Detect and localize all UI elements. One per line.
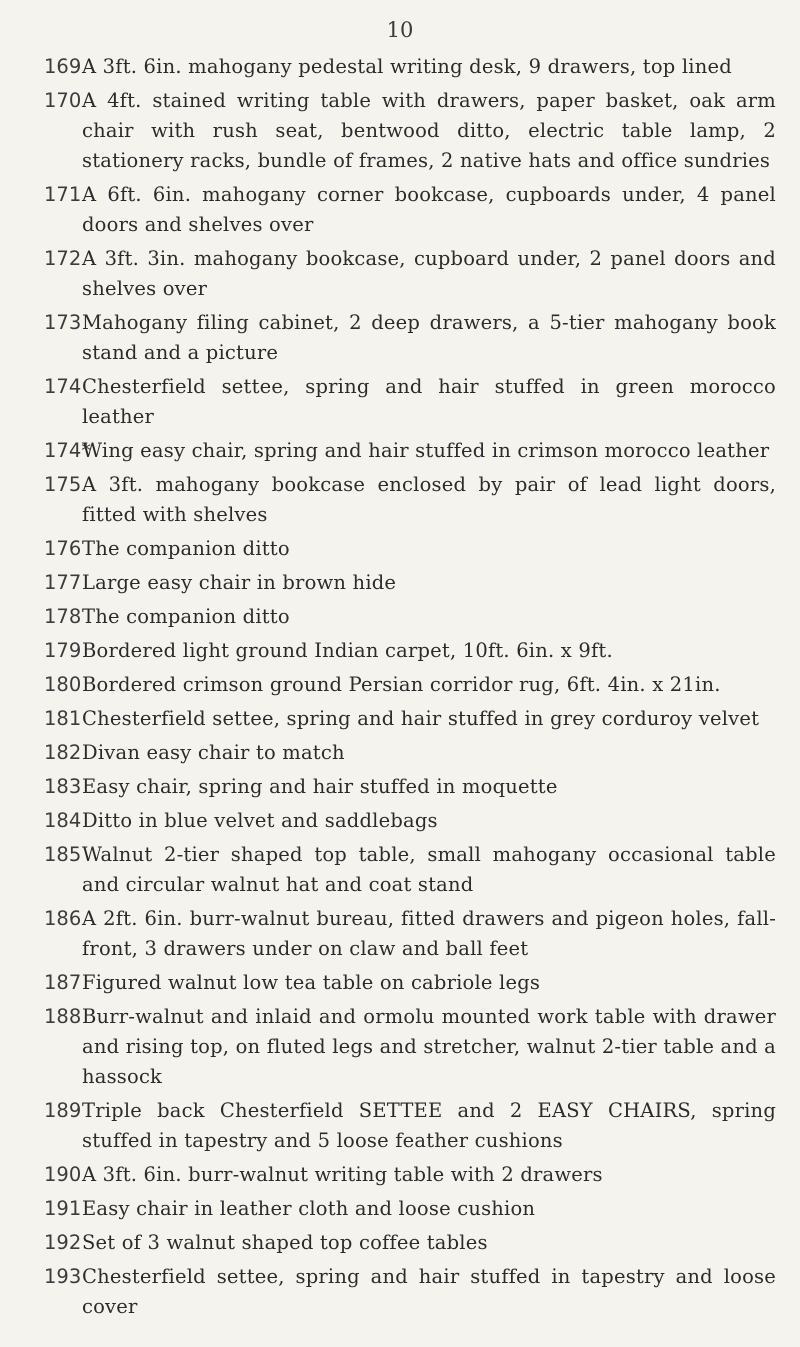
lot-item — [0, 1096, 800, 1156]
lot-number: 190 — [44, 1163, 82, 1186]
lot-description: Mahogany filing cabinet, 2 deep drawers, a 5-tier mahogany book stand and a picture — [82, 311, 776, 364]
lot-description: The companion ditto — [82, 605, 290, 628]
lot-item — [0, 1194, 800, 1224]
lot-number: 175 — [44, 473, 82, 496]
lot-number: 171 — [44, 183, 82, 206]
lot-description: Chesterfield settee, spring and hair stuffed in grey corduroy velvet — [82, 707, 760, 730]
lot-item — [0, 636, 800, 666]
lot-item — [0, 840, 800, 900]
lot-description: A 6ft. 6in. mahogany corner bookcase, cupboards under, 4 panel doors and shelves over — [82, 183, 776, 236]
lot-number: 172 — [44, 247, 82, 270]
lot-description: Burr-walnut and inlaid and ormolu mounted work table with drawer and rising top, on fluted legs and stretcher, walnut 2-tier table and a hassock — [82, 1005, 776, 1088]
lot-number: 186 — [44, 907, 82, 930]
lot-description: A 3ft. 6in. mahogany pedestal writing desk, 9 drawers, top lined — [82, 55, 732, 78]
lot-number: 180 — [44, 673, 82, 696]
lot-item — [0, 244, 800, 304]
lot-description: Bordered crimson ground Persian corridor rug, 6ft. 4in. x 21in. — [82, 673, 721, 696]
lot-item — [0, 738, 800, 768]
lot-item — [0, 568, 800, 598]
lot-item — [0, 1160, 800, 1190]
lot-description: Ditto in blue velvet and saddlebags — [82, 809, 438, 832]
lot-number: 191 — [44, 1197, 82, 1220]
lot-item — [0, 1262, 800, 1322]
lot-item — [0, 436, 800, 466]
lot-item — [0, 904, 800, 964]
lot-number: 178 — [44, 605, 82, 628]
page-number: 10 — [386, 18, 414, 42]
lot-description: A 4ft. stained writing table with drawers, paper basket, oak arm chair with rush seat, bentwood ditto, electric table lamp, 2 stationery racks, bundle of frames, 2 native hats and office sundries — [82, 89, 776, 172]
lot-item — [0, 670, 800, 700]
lot-number: 181 — [44, 707, 82, 730]
lot-number: 192 — [44, 1231, 82, 1254]
lot-item — [0, 86, 800, 176]
lot-number: 183 — [44, 775, 82, 798]
lot-description: Large easy chair in brown hide — [82, 571, 397, 594]
lot-item — [0, 602, 800, 632]
lot-number: 169 — [44, 55, 82, 78]
lot-number: 189 — [44, 1099, 82, 1122]
lot-description: The companion ditto — [82, 537, 290, 560]
lot-description: Divan easy chair to match — [82, 741, 345, 764]
lot-number: 177 — [44, 571, 82, 594]
lot-description: Wing easy chair, spring and hair stuffed in crimson morocco leather — [82, 439, 770, 462]
lot-number: 173 — [44, 311, 82, 334]
lot-item — [0, 772, 800, 802]
lot-description: A 2ft. 6in. burr-walnut bureau, fitted drawers and pigeon holes, fall-front, 3 drawers under on claw and ball feet — [82, 907, 776, 960]
lot-item — [0, 52, 800, 82]
lot-description: Set of 3 walnut shaped top coffee tables — [82, 1231, 488, 1254]
lot-number: 179 — [44, 639, 82, 662]
lot-item — [0, 372, 800, 432]
lot-description: A 3ft. 6in. burr-walnut writing table with 2 drawers — [82, 1163, 603, 1186]
lot-description: Chesterfield settee, spring and hair stuffed in tapestry and loose cover — [82, 1265, 776, 1318]
lot-item — [0, 534, 800, 564]
lot-description: Figured walnut low tea table on cabriole legs — [82, 971, 541, 994]
lot-item — [0, 968, 800, 998]
lot-item — [0, 470, 800, 530]
lot-item — [0, 1228, 800, 1258]
lot-description: Easy chair in leather cloth and loose cushion — [82, 1197, 536, 1220]
lot-item — [0, 1002, 800, 1092]
lot-item — [0, 806, 800, 836]
lot-number: 188 — [44, 1005, 82, 1028]
lot-number: 185 — [44, 843, 82, 866]
lot-number: 176 — [44, 537, 82, 560]
lot-description: Easy chair, spring and hair stuffed in moquette — [82, 775, 558, 798]
lot-item — [0, 704, 800, 734]
lot-description: Bordered light ground Indian carpet, 10ft. 6in. x 9ft. — [82, 639, 613, 662]
lot-item — [0, 308, 800, 368]
lot-description: A 3ft. mahogany bookcase enclosed by pair of lead light doors, fitted with shelves — [82, 473, 776, 526]
lot-number: 184 — [44, 809, 82, 832]
lot-description: A 3ft. 3in. mahogany bookcase, cupboard under, 2 panel doors and shelves over — [82, 247, 776, 300]
lot-number: 174* — [44, 439, 91, 462]
lot-list — [0, 52, 800, 1326]
lot-number: 187 — [44, 971, 82, 994]
lot-number: 193 — [44, 1265, 82, 1288]
lot-description: Chesterfield settee, spring and hair stuffed in green morocco leather — [82, 375, 776, 428]
lot-description: Walnut 2-tier shaped top table, small mahogany occasional table and circular walnut hat and coat stand — [82, 843, 776, 896]
lot-description: Triple back Chesterfield SETTEE and 2 EASY CHAIRS, spring stuffed in tapestry and 5 loose feather cushions — [82, 1099, 776, 1152]
lot-number: 170 — [44, 89, 82, 112]
lot-number: 182 — [44, 741, 82, 764]
lot-number: 174 — [44, 375, 82, 398]
lot-item — [0, 180, 800, 240]
